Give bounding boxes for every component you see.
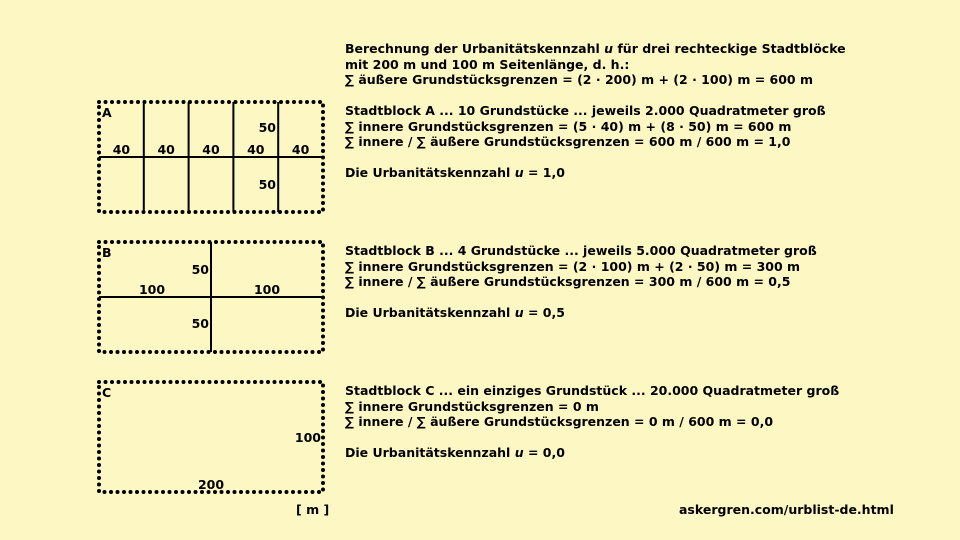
variable-u: u <box>514 445 524 460</box>
block-b-inner-sum: ∑ innere Grundstücksgrenzen = (2 · 100) m + (2 · 50) m = 300 m <box>345 258 801 274</box>
intro-line-1: Berechnung der Urbanitätskennzahl u für drei rechteckige Stadtblöcke <box>345 41 846 56</box>
block-a-text <box>345 103 826 181</box>
block-a-diagram <box>99 102 323 212</box>
block-b-description: Stadtblock B ... 4 Grundstücke ... jeweils 5.000 Quadratmeter groß <box>345 243 817 258</box>
block-a-result: Die Urbanitätskennzahl u = 1,0 <box>345 165 565 180</box>
block-a-segment-dimension: 40 <box>247 142 265 157</box>
unit-label: [ m ] <box>296 502 330 517</box>
block-b-segment-dimension: 100 <box>138 282 166 297</box>
block-a-segment-dimension: 40 <box>202 142 220 157</box>
block-a-segment-dimension: 40 <box>112 142 131 157</box>
intro-line-3: ∑ äußere Grundstücksgrenzen = (2 · 200) m + (2 · 100) m = 600 m <box>345 72 813 87</box>
block-a-lower-dimension: 50 <box>258 177 276 192</box>
block-a-segment-dimension: 40 <box>157 142 175 157</box>
block-c-outline <box>99 382 323 492</box>
block-b-text <box>345 243 817 321</box>
block-c-description: Stadtblock C ... ein einziges Grundstück ... 20.000 Quadratmeter groß <box>345 383 840 398</box>
block-b-label: B <box>102 245 112 260</box>
block-c-label: C <box>102 385 112 400</box>
variable-u: u <box>514 305 524 320</box>
variable-u: u <box>604 41 614 56</box>
block-a-inner-sum: ∑ innere Grundstücksgrenzen = (5 · 40) m + (8 · 50) m = 600 m <box>345 118 792 134</box>
block-c-inner-sum: ∑ innere Grundstücksgrenzen = 0 m <box>345 398 599 414</box>
block-c-text <box>345 383 839 461</box>
block-c-diagram <box>99 382 323 492</box>
block-b-result: Die Urbanitätskennzahl u = 0,5 <box>345 305 565 320</box>
block-b-diagram <box>99 242 323 352</box>
block-a-description: Stadtblock A ... 10 Grundstücke ... jeweils 2.000 Quadratmeter groß <box>345 103 826 118</box>
intro-text <box>345 41 846 88</box>
block-c-bottom-dimension: 200 <box>197 477 225 492</box>
block-b-lower-dimension: 50 <box>191 316 209 331</box>
block-a-upper-dimension: 50 <box>258 120 276 135</box>
source-url: askergren.com/urblist-de.html <box>679 502 894 517</box>
intro-line-2: mit 200 m und 100 m Seitenlänge, d. h.: <box>345 56 630 72</box>
variable-u: u <box>514 165 524 180</box>
block-diagrams <box>0 0 340 540</box>
block-a-ratio: ∑ innere / ∑ äußere Grundstücksgrenzen = 600 m / 600 m = 1,0 <box>345 134 791 149</box>
block-c-side-dimension: 100 <box>294 430 321 445</box>
block-a-label: A <box>102 105 112 120</box>
block-a-segment-dimension: 40 <box>291 142 310 157</box>
block-b-segment-dimension: 100 <box>253 282 281 297</box>
block-c-result: Die Urbanitätskennzahl u = 0,0 <box>345 445 565 460</box>
block-b-upper-dimension: 50 <box>191 262 209 277</box>
block-c-ratio: ∑ innere / ∑ äußere Grundstücksgrenzen = 0 m / 600 m = 0,0 <box>345 414 774 429</box>
block-b-ratio: ∑ innere / ∑ äußere Grundstücksgrenzen = 300 m / 600 m = 0,5 <box>345 274 791 289</box>
